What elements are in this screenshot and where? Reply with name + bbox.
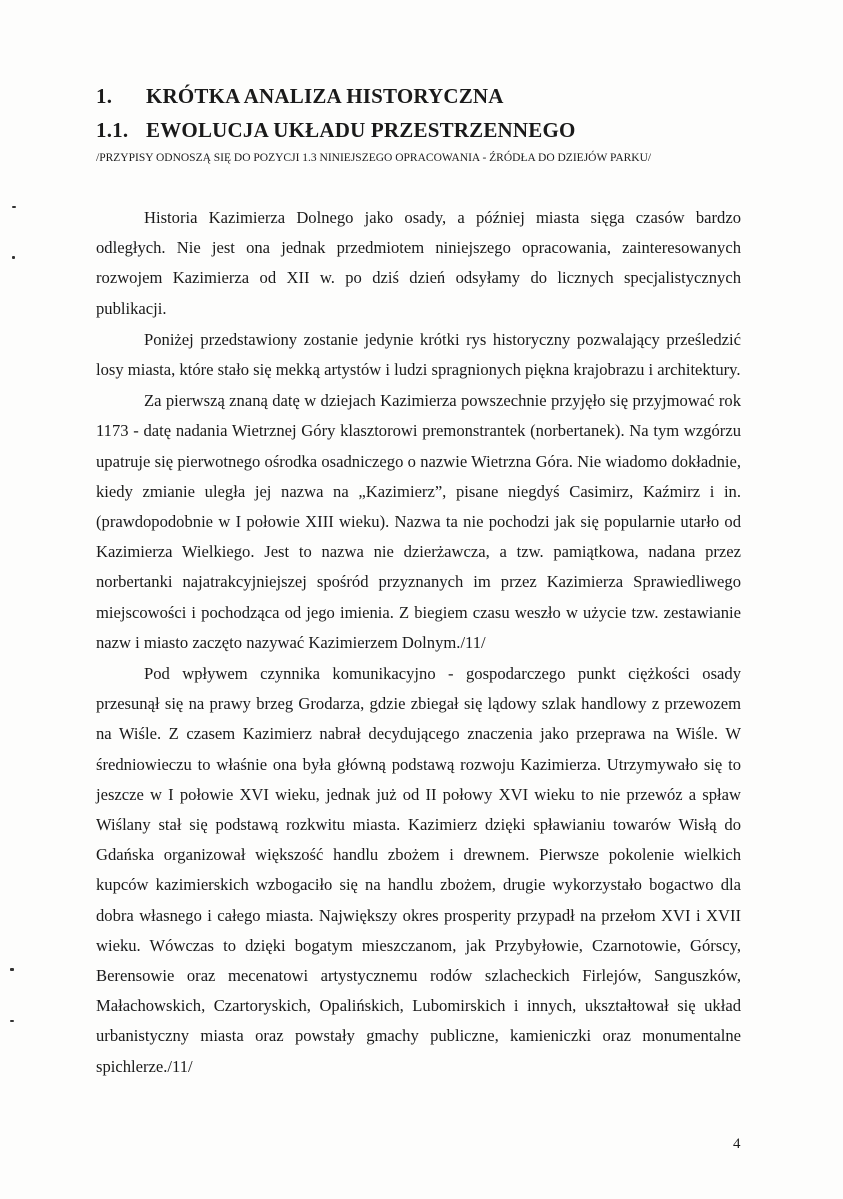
section-number: 1.1. [96,118,129,142]
paragraph-4: Pod wpływem czynnika komunikacyjno - gospodarczego punkt ciężkości osady przesunął się na prawy brzeg Grodarza, gdzie zbiegał się lądowy szlak handlowy z przewozem na Wiśle. Z czasem Kazimierz nabrał decydującego znaczenia jako przeprawa na Wiśle. W średniowieczu to właśnie ona była główną podstawą rozwoju Kazimierza. Utrzymywało się to jeszcze w I połowie XVI wieku, jednak już od II połowy XVI wieku to nie przewóz a spław Wiślany stał się podstawą rozkwitu miasta. Kazimierz dzięki spławianiu towarów Wisłą do Gdańska organizował większość handlu zbożem i drewnem. Pierwsze pokolenie wielkich kupców kazimierskich wzbogaciło się na handlu zbożem, drugie wykorzystało bogactwo dla dobra własnego i całego miasta. Największy okres prosperity przypadł na przełom XVI i XVII wieku. Wówczas to dzięki bogatym mieszczanom, jak Przybyłowie, Czarnotowie, Górscy, Berensowie oraz mecenatowi artystycznemu rodów szlacheckich Firlejów, Sanguszków, Małachowskich, Czartoryskich, Opalińskich, Lubomirskich i innych, ukształtował się układ urbanistyczny miasta oraz powstały gmachy publiczne, kamieniczki oraz monumentalne spichlerze./11/ [96,664,741,1076]
section-title: EWOLUCJA UKŁADU PRZESTRZENNEGO [146,118,576,142]
scan-mark [12,256,15,259]
paragraph-1: Historia Kazimierza Dolnego jako osady, a później miasta sięga czasów bardzo odległych. Nie jest ona jednak przedmiotem niniejszego opracowania, zainteresowanych rozwojem Kazimierza od XII w. po dziś dzień odsyłamy do licznych specjalistycznych publikacji. [96,208,741,318]
chapter-number: 1. [96,84,113,108]
section-heading [96,118,576,143]
chapter-heading [96,84,504,109]
scan-mark [10,968,14,971]
paragraph-2: Poniżej przedstawiony zostanie jedynie krótki rys historyczny pozwalający prześledzić losy miasta, które stało się mekką artystów i ludzi spragnionych piękna krajobrazu i architektury. [96,329,741,380]
page-number: 4 [733,1136,741,1152]
scan-mark [10,1020,14,1022]
paragraph-3: Za pierwszą znaną datę w dziejach Kazimierza powszechnie przyjęło się przyjmować rok 1173 - datę nadania Wietrznej Góry klasztorowi premonstrantek (norbertanek). Na tym wzgórzu upatruje się pierwotnego ośrodka osadniczego o nazwie Wietrzna Góra. Nie wiadomo dokładnie, kiedy zmianie uległa jej nazwa na „Kazimierz”, pisane niegdyś Casimirz, Kaźmirz i in. (prawdopodobnie w I połowie XIII wieku). Nazwa ta nie pochodzi jak się popularnie utarło od Kazimierza Wielkiego. Jest to nazwa nie dzierżawcza, a tzw. pamiątkowa, nadana przez norbertanki najatrakcyjniejszej spośród przyznanych im przez Kazimierza Sprawiedliwego miejscowości i pochodząca od jego imienia. Z biegiem czasu weszło w użycie tzw. zestawianie nazw i miasto zaczęto nazywać Kazimierzem Dolnym./11/ [96,391,741,652]
footnote-reference-note: /PRZYPISY ODNOSZĄ SIĘ DO POZYCJI 1.3 NINIEJSZEGO OPRACOWANIA - ŹRÓDŁA DO DZIEJÓW PARKU/ [96,152,652,164]
chapter-title: KRÓTKA ANALIZA HISTORYCZNA [146,84,504,108]
body-text [96,203,741,1082]
scan-mark [12,206,16,208]
